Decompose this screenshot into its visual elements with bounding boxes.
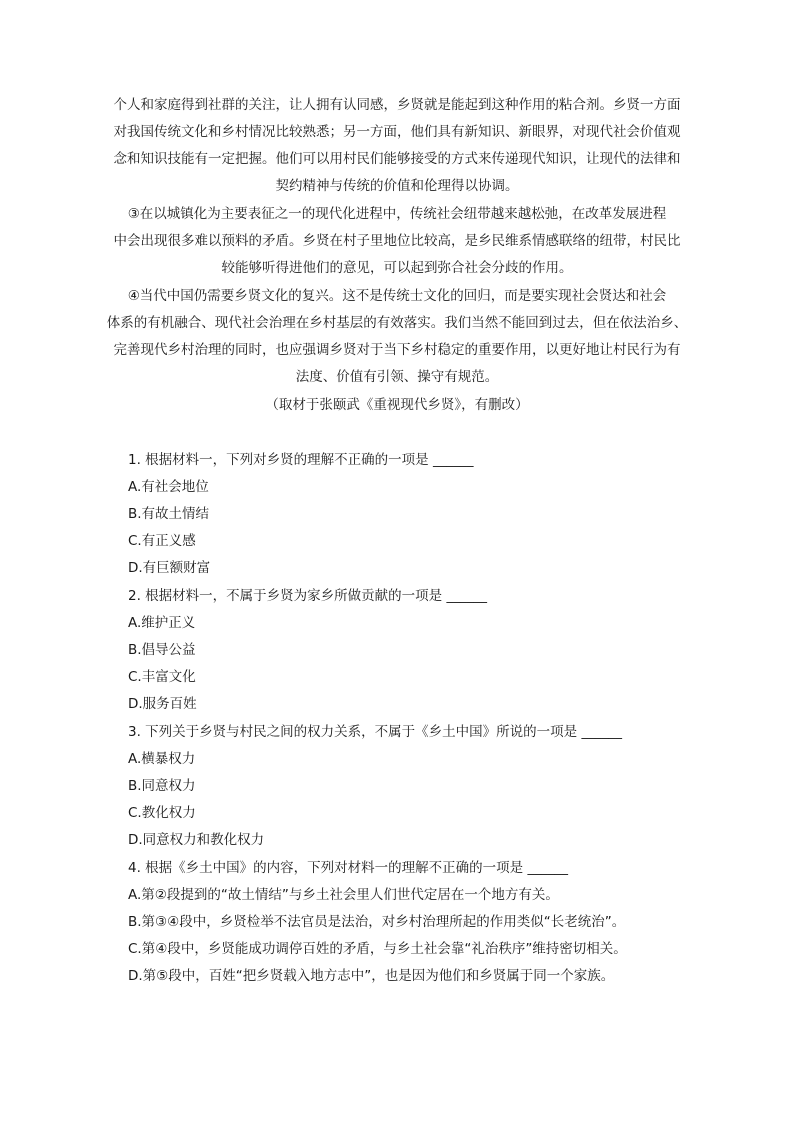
- answer-option: B.有故土情结: [128, 506, 210, 522]
- passage-line: 体系的有机融合、现代社会治理在乡村基层的有效落实。我们当然不能回到过去，但在依法治乡、: [106, 315, 688, 331]
- source-citation: （取材于张颐武《重视现代乡贤》，有删改）: [265, 397, 529, 413]
- question-stem: 1. 根据材料一，下列对乡贤的理解不正确的一项是 ______: [128, 452, 474, 468]
- answer-option: A.有社会地位: [128, 479, 209, 495]
- answer-option: D.第⑤段中，百姓“把乡贤载入地方志中”，也是因为他们和乡贤属于同一个家族。: [128, 968, 615, 984]
- answer-option: B.同意权力: [128, 778, 196, 794]
- passage-line: 个人和家庭得到社群的关注，让人拥有认同感，乡贤就是能起到这种作用的粘合剂。乡贤一方面: [113, 97, 681, 113]
- answer-option: C.教化权力: [128, 805, 196, 821]
- answer-option: D.服务百姓: [128, 696, 197, 712]
- answer-option: B.第③④段中，乡贤检举不法官员是法治，对乡村治理所起的作用类似“长老统治”。: [128, 914, 626, 930]
- answer-option: A.维护正义: [128, 615, 196, 631]
- passage-line: 对我国传统文化和乡村情况比较熟悉；另一方面，他们具有新知识、新眼界，对现代社会价值观: [113, 124, 681, 140]
- answer-option: C.丰富文化: [128, 669, 196, 685]
- passage-line: 较能够听得进他们的意见，可以起到弥合社会分歧的作用。: [221, 260, 573, 276]
- answer-option: D.有巨额财富: [128, 560, 211, 576]
- answer-option: C.有正义感: [128, 533, 196, 549]
- answer-option: B.倡导公益: [128, 642, 196, 658]
- answer-option: D.同意权力和教化权力: [128, 832, 265, 848]
- answer-option: C.第④段中，乡贤能成功调停百姓的矛盾，与乡土社会靠“礼治秩序”维持密切相关。: [128, 941, 627, 957]
- question-stem: 3. 下列关于乡贤与村民之间的权力关系，不属于《乡土中国》所说的一项是 ______: [128, 724, 622, 740]
- question-stem: 2. 根据材料一，不属于乡贤为家乡所做贡献的一项是 ______: [128, 588, 487, 604]
- question-stem: 4. 根据《乡土中国》的内容，下列对材料一的理解不正确的一项是 ______: [128, 860, 568, 876]
- answer-option: A.第②段提到的“故土情结”与乡土社会里人们世代定居在一个地方有关。: [128, 887, 559, 903]
- passage-line: 法度、价值有引领、操守有规范。: [295, 369, 499, 385]
- passage-line: ④当代中国仍需要乡贤文化的复兴。这不是传统士文化的回归，而是要实现社会贤达和社会: [127, 288, 667, 304]
- passage-line: 念和知识技能有一定把握。他们可以用村民们能够接受的方式来传递现代知识，让现代的法律和: [113, 151, 681, 167]
- passage-line: 完善现代乡村治理的同时，也应强调乡贤对于当下乡村稳定的重要作用，以更好地让村民行为有: [113, 342, 681, 358]
- passage-line: 中会出现很多难以预料的矛盾。乡贤在村子里地位比较高，是乡民维系情感联络的纽带，村民比: [113, 233, 681, 249]
- answer-option: A.横暴权力: [128, 751, 196, 767]
- passage-line: ③在以城镇化为主要表征之一的现代化进程中，传统社会纽带越来越松弛，在改革发展进程: [127, 206, 667, 222]
- passage-line: 契约精神与传统的价值和伦理得以协调。: [275, 178, 519, 194]
